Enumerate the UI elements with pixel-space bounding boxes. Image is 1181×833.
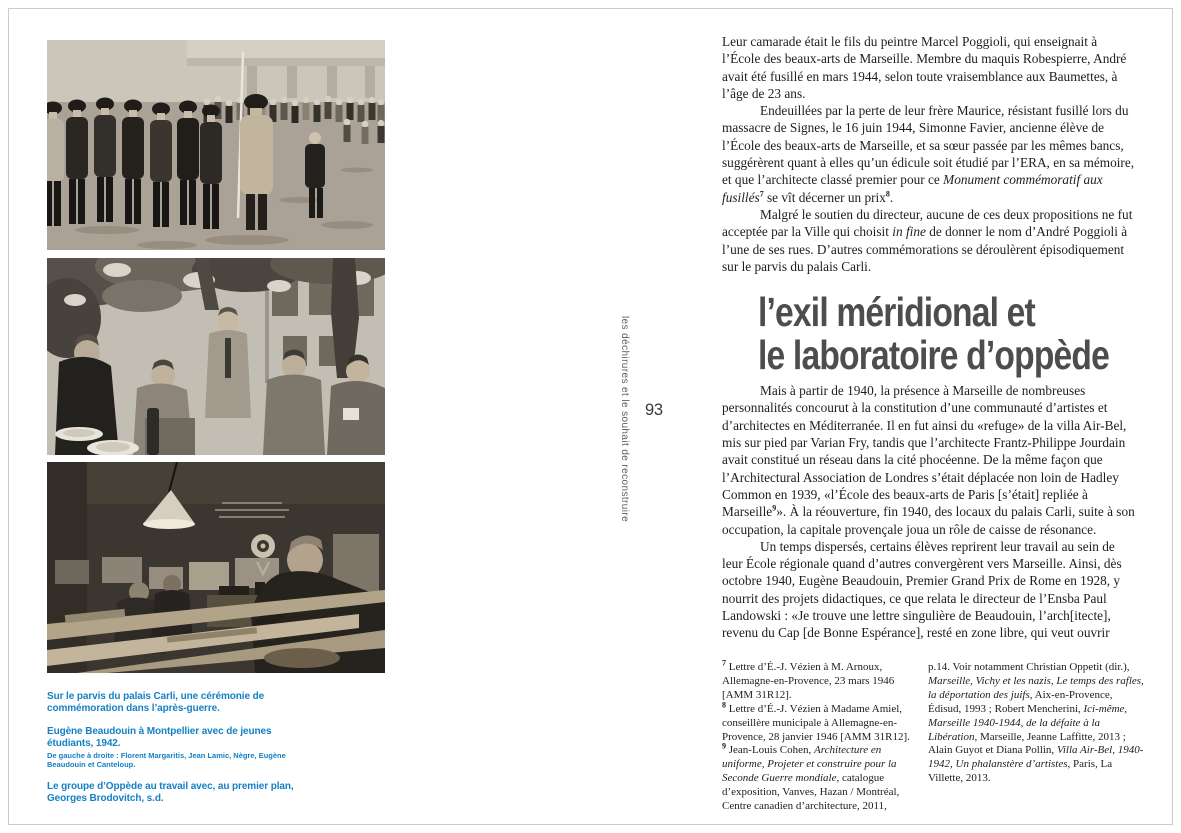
caption-text: Eugène Beaudouin à Montpellier avec de jeunes étudiants, 1942. <box>47 726 272 749</box>
running-title-vertical: les déchirures et le souhait de reconstruire <box>619 316 630 523</box>
photo-oppede-atelier <box>47 462 385 673</box>
caption-text: Le groupe d’Oppède au travail avec, au premier plan, Georges Brodovitch, s.d. <box>47 781 294 804</box>
footnote-9: $^9$ Jean-Louis Cohen, Architecture en uniforme, Projeter et construire pour la Seconde Guerre mondiale, catalogue d’exposition, Vanves, Hazan / Montréal, Centre canadien d’architecture, 2011, <box>722 741 900 813</box>
caption-text: Sur le parvis du palais Carli, une cérémonie de commémoration dans l’après-guerre. <box>47 691 265 714</box>
footnotes-column-2 <box>928 661 1144 786</box>
photo-beaudouin-students <box>47 258 385 455</box>
paragraph-poggioli: Leur camarade était le fils du peintre Marcel Poggioli, qui enseignait à l’École des beaux-arts de Marseille. Membre du maquis Robespierre, André avait été fusillé en mars 1944, selon toute vraisemblance aux Baumettes, à l’âge de 23 ans. <box>722 34 1127 101</box>
paragraph-exil: Mais à partir de 1940, la présence à Marseille de nombreuses personnalités concourut à la constitution d’une communauté d’artistes et d’architectes en Méditerranée. Il en fut ainsi du «refuge» de la villa Air-Bel, mis sur pied par Varian Fry, tandis que l’architecte Frantz-Philippe Jourdain avait constitué un réseau dans la cité phocéenne. De la même façon que l’Architectural Association de Londres s’était déplacée non loin de Hadley Common en 1939, «l’École des beaux-arts de Paris [s’était] repliée à Marseille$^9$». À la réouverture, fin 1940, des locaux du palais Carli, suite à son occupation, la capitale provençale joua un rôle de caisse de résonance. <box>722 383 1135 537</box>
paragraph-beaudouin: Un temps dispersés, certains élèves reprirent leur travail au sein de leur École régionale quand d’autres convergèrent vers Marseille. Ainsi, dès octobre 1940, Eugène Beaudouin, Premier Grand Prix de Rome en 1928, y nourrit des projets didactiques, ce que relata le directeur de l’Ensba Paul Landowski : «Je trouve une lettre singulière de Beaudouin, l’arch[itecte], revenu du Cap [de Bonne Espérance], resté en zone libre, qui veut ouvrir <box>722 538 1122 641</box>
section-heading <box>722 291 1138 377</box>
ceremony-illustration <box>47 40 385 250</box>
workshop-illustration <box>47 462 385 673</box>
footnote-8: $^8$ Lettre d’É.-J. Vézien à Madame Amiel, conseillère municipale à Allemagne-en-Provence, 28 janvier 1946 [AMM 31R12]. <box>722 700 910 743</box>
heading-line-1: l’exil méridional et <box>758 289 1035 336</box>
footnote-9-continued: p.14. Voir notamment Christian Oppetit (dir.), Marseille, Vichy et les nazis, Le temps des rafles, la déportation des juifs, Aix-en-Provence, Édisud, 1993 ; Robert Mencherini, Ici-même, Marseille 1940-1944, de la défaite à la Libération, Marseille, Jeanne Laffitte, 2013 ; Alain Guyot et Diana Pollin, Villa Air-Bel, 1940-1942, Un phalanstère d’artistes, Paris, La Villette, 2013. <box>928 661 1144 785</box>
footnote-7: $^7$ Lettre d’É.-J. Vézien à M. Arnoux, Allemagne-en-Provence, 23 mars 1946 [AMM 31R12]. <box>722 658 895 701</box>
paragraph-ville: Malgré le soutien du directeur, aucune de ces deux propositions ne fut acceptée par la Ville qui choisit in fine de donner le nom d’André Poggioli à l’une de ses rues. D’autres commémorations se déroulèrent épisodiquement sur le parvis du palais Carli. <box>722 206 1133 274</box>
heading-line-2: le laboratoire d’oppède <box>758 332 1110 379</box>
caption-oppede <box>47 781 302 804</box>
caption-subtext: De gauche à droite : Florent Margaritis, Jean Lamic, Nègre, Eugène Beaudouin et Canteloup. <box>47 751 286 769</box>
paragraph-favier: Endeuillées par la perte de leur frère Maurice, résistant fusillé lors du massacre de Signes, le 16 juin 1944, Simonne Favier, ancienne élève de l’École des beaux-arts de Marseille, et sa sœur passée par les mêmes bancs, suggérèrent quant à elles qu’un édicule soit étudié par l’ERA, en sa mémoire, et que l’architecte classé premier pour ce Monument commémoratif aux fusillés$^7$ se vît décerner un prix$^8$. <box>722 103 1135 205</box>
photo-captions <box>47 691 302 816</box>
photo-ceremony-parvis <box>47 40 385 250</box>
caption-beaudouin <box>47 726 302 769</box>
footnotes-column-1 <box>722 658 922 814</box>
caption-ceremony <box>47 691 302 714</box>
page-number: 93 <box>645 401 663 419</box>
group-illustration <box>47 258 385 455</box>
main-text-column <box>722 33 1138 642</box>
